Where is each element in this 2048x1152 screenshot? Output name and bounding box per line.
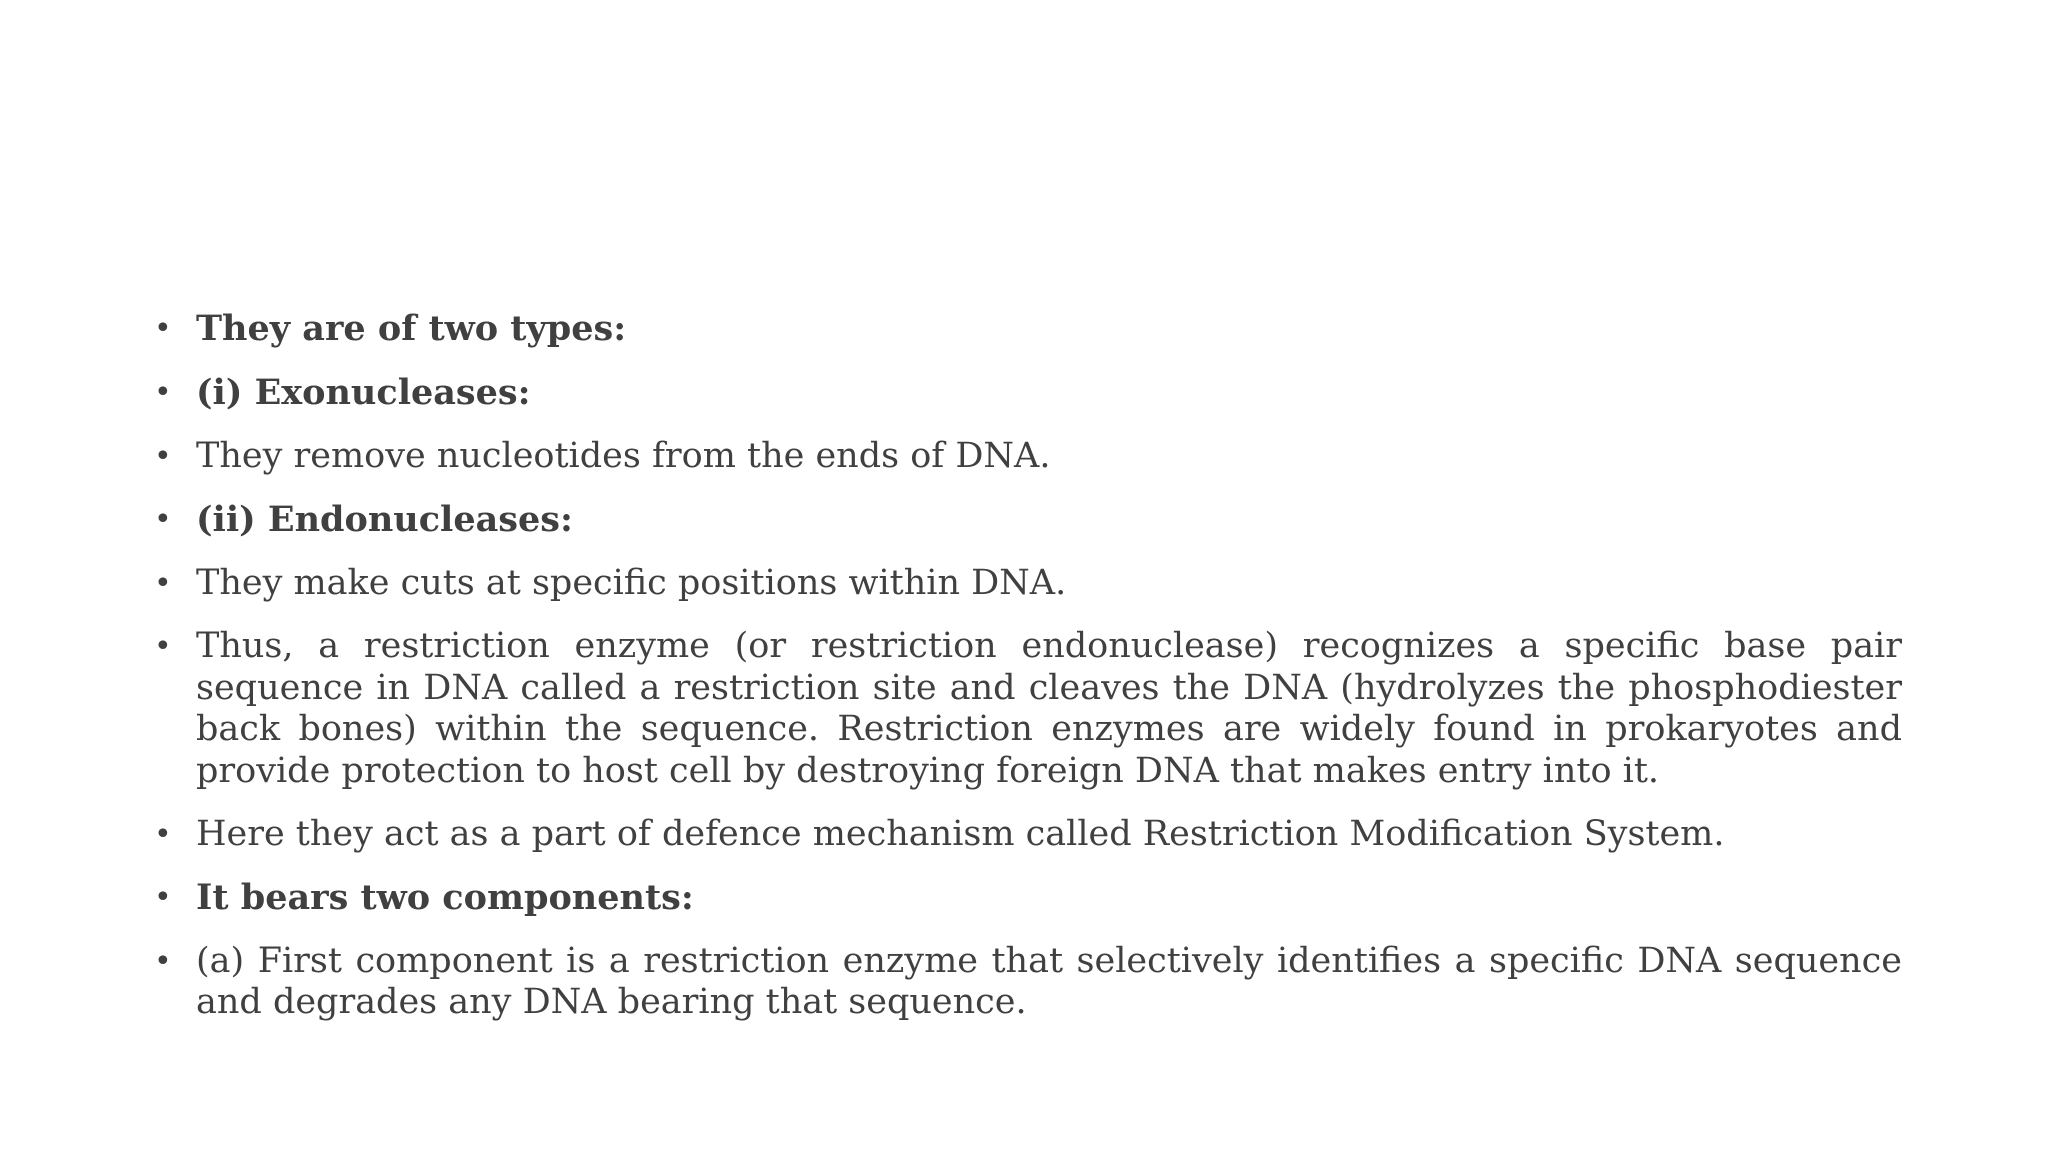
bullet-text: (a) First component is a restriction enzyme that selectively identifies a specific DNA sequence and degrades any DNA bearing that sequence. — [196, 940, 1902, 1022]
bullet-item-components-heading — [150, 877, 1902, 920]
bullet-item-defence-mechanism — [150, 814, 1902, 856]
bullet-text: It bears two components: — [196, 876, 694, 918]
bullet-text: Here they act as a part of defence mechanism called Restriction Modification System. — [196, 813, 1725, 854]
bullet-dot-icon: • — [154, 816, 172, 852]
bullet-text: They remove nucleotides from the ends of DNA. — [196, 436, 1051, 476]
bullet-text: They make cuts at specific positions within DNA. — [196, 563, 1067, 603]
bullet-dot-icon: • — [154, 439, 172, 474]
bullet-dot-icon: • — [154, 943, 172, 979]
bullet-item-first-component — [150, 941, 1902, 1024]
bullet-item-exonucleases-heading — [150, 372, 1902, 415]
bullet-dot-icon: • — [154, 502, 172, 537]
bullet-item-restriction-enzyme — [150, 626, 1902, 792]
bullet-dot-icon: • — [154, 566, 172, 601]
bullet-dot-icon: • — [154, 375, 172, 410]
bullet-text: Thus, a restriction enzyme (or restriction endonuclease) recognizes a specific base pair sequence in DNA called a restriction site and cleaves the DNA (hydrolyzes the phosphodiester back bones) within the sequence. Restriction enzymes are widely found in prokaryotes and provide protection to host cell by destroying foreign DNA that makes entry into it. — [196, 626, 1902, 791]
bullet-list — [150, 308, 1902, 1045]
bullet-dot-icon: • — [154, 879, 172, 915]
bullet-item-endonucleases-desc — [150, 563, 1902, 605]
bullet-item-exonucleases-desc — [150, 436, 1902, 478]
bullet-dot-icon: • — [154, 629, 172, 664]
bullet-item-types — [150, 308, 1902, 351]
bullet-dot-icon: • — [154, 311, 172, 346]
bullet-text: (ii) Endonucleases: — [196, 499, 573, 540]
bullet-item-endonucleases-heading — [150, 499, 1902, 542]
bullet-text: They are of two types: — [196, 308, 627, 349]
bullet-text: (i) Exonucleases: — [196, 372, 531, 413]
